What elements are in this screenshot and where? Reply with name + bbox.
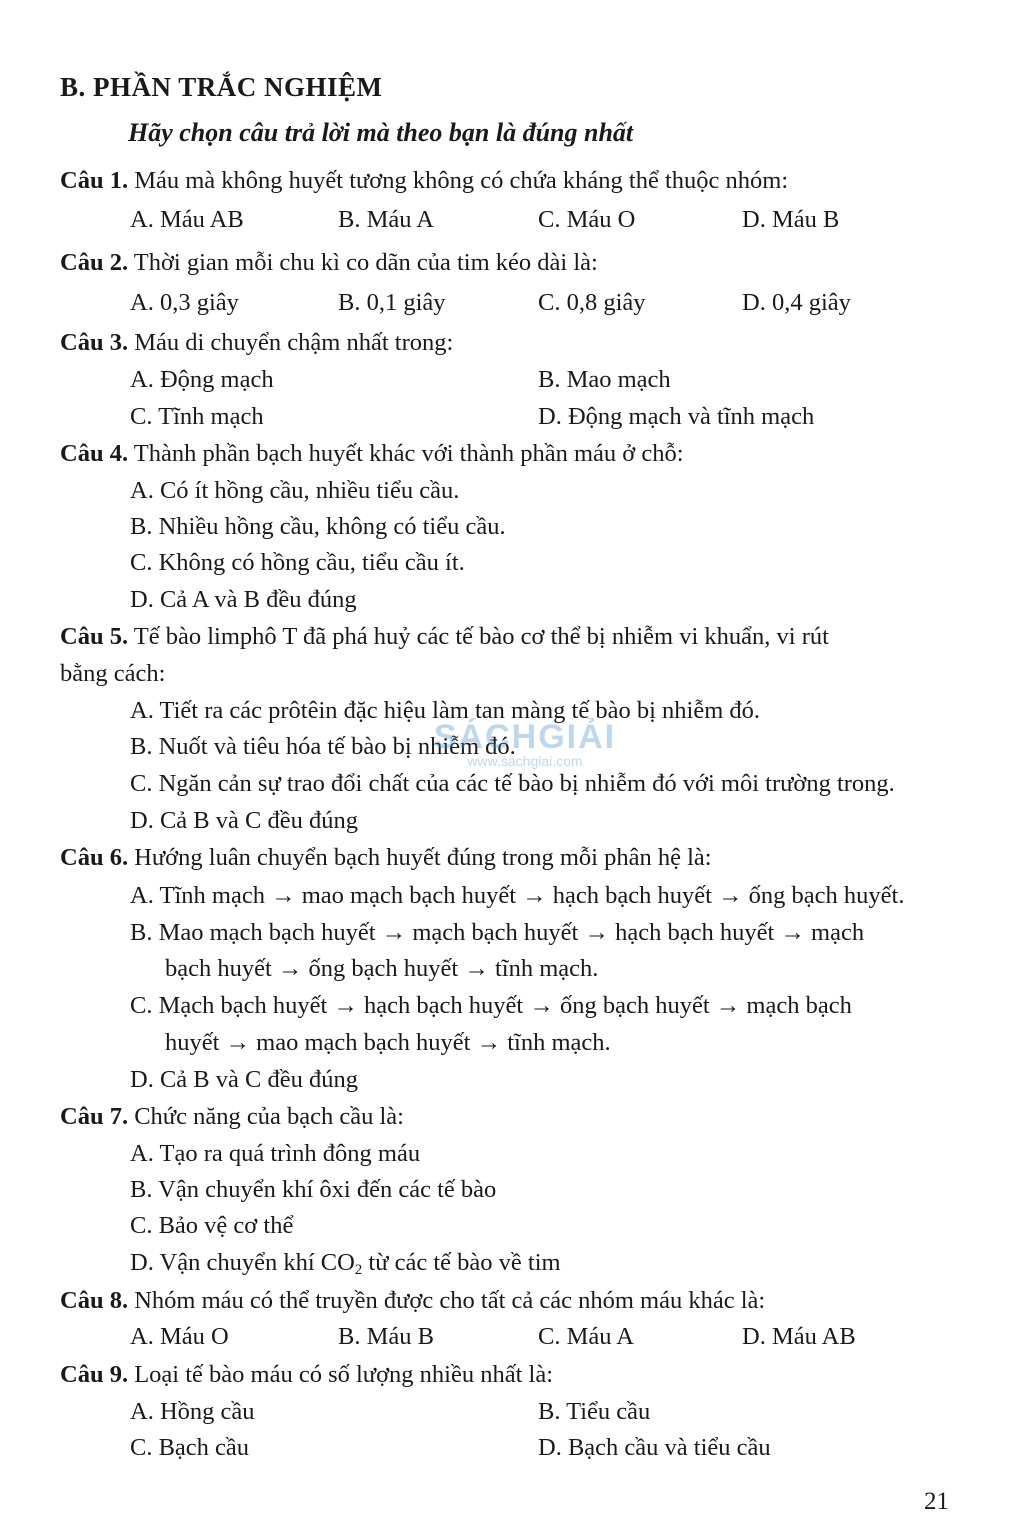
question-label: Câu 1.	[60, 167, 129, 194]
q7-option-d-text-end: từ các tế bào về tim	[362, 1249, 561, 1276]
question-text: Nhóm máu có thể truyền được cho tất cả các nhóm máu khác là:	[134, 1287, 766, 1314]
q7-option-b: B. Vận chuyển khí ôxi đến các tế bào	[130, 1176, 497, 1203]
q5-option-c: C. Ngăn cản sự trao đổi chất của các tế bào bị nhiễm đó với môi trường trong.	[130, 770, 895, 797]
q9-option-d: D. Bạch cầu và tiểu cầu	[538, 1434, 771, 1461]
q5-option-a: A. Tiết ra các prôtêin đặc hiệu làm tan màng tế bào bị nhiễm đó.	[130, 697, 761, 724]
q9-option-b: B. Tiểu cầu	[538, 1398, 651, 1425]
question-8	[60, 1286, 765, 1316]
q9-option-c: C. Bạch cầu	[130, 1434, 250, 1461]
watermark	[430, 718, 620, 814]
q4-option-a: A. Có ít hồng cầu, nhiều tiểu cầu.	[130, 477, 460, 504]
q4-option-c: C. Không có hồng cầu, tiểu cầu ít.	[130, 549, 465, 576]
q8-option-b: B. Máu B	[338, 1323, 434, 1350]
question-label: Câu 3.	[60, 329, 129, 356]
question-5	[60, 622, 829, 652]
q2-option-a: A. 0,3 giây	[130, 289, 239, 316]
q6-option-d: D. Cả B và C đều đúng	[130, 1066, 358, 1093]
question-4	[60, 439, 684, 469]
q1-option-b: B. Máu A	[338, 206, 434, 233]
question-2	[60, 248, 598, 278]
watermark-logo: SÁCHGIẢI	[433, 718, 617, 756]
question-text: Loại tế bào máu có số lượng nhiều nhất là:	[134, 1361, 554, 1388]
q6-option-a: A. Tĩnh mạch → mao mạch bạch huyết → hạch bạch huyết → ống bạch huyết.	[130, 882, 905, 909]
q2-option-b: B. 0,1 giây	[338, 289, 446, 316]
q3-option-a: A. Động mạch	[130, 366, 274, 393]
q6-option-b-continued: bạch huyết → ống bạch huyết → tĩnh mạch.	[165, 955, 599, 982]
question-text: Thành phần bạch huyết khác với thành phần máu ở chỗ:	[133, 440, 684, 467]
q8-option-a: A. Máu O	[130, 1323, 229, 1350]
subscript-2: 2	[354, 1262, 363, 1278]
q1-option-d: D. Máu B	[742, 206, 840, 233]
question-text: Máu di chuyển chậm nhất trong:	[134, 329, 454, 356]
question-3	[60, 328, 453, 358]
q4-option-d: D. Cả A và B đều đúng	[130, 586, 357, 613]
q6-option-c: C. Mạch bạch huyết → hạch bạch huyết → ống bạch huyết → mạch bạch	[130, 992, 852, 1019]
q7-option-d	[130, 1248, 561, 1278]
question-label: Câu 9.	[60, 1361, 129, 1388]
question-label: Câu 7.	[60, 1103, 129, 1130]
question-label: Câu 8.	[60, 1287, 129, 1314]
q2-option-c: C. 0,8 giây	[538, 289, 646, 316]
page-number: 21	[924, 1488, 949, 1515]
q7-option-c: C. Bảo vệ cơ thể	[130, 1212, 294, 1239]
instruction: Hãy chọn câu trả lời mà theo bạn là đúng nhất	[128, 118, 634, 147]
q7-option-a: A. Tạo ra quá trình đông máu	[130, 1140, 421, 1167]
question-9	[60, 1360, 553, 1390]
q6-option-c-continued: huyết → mao mạch bạch huyết → tĩnh mạch.	[165, 1029, 611, 1056]
section-title: B. PHẦN TRẮC NGHIỆM	[60, 72, 383, 102]
q5-option-b: B. Nuốt và tiêu hóa tế bào bị nhiễm đó.	[130, 733, 516, 760]
question-7	[60, 1102, 404, 1132]
question-label: Câu 5.	[60, 623, 129, 650]
q8-option-c: C. Máu A	[538, 1323, 634, 1350]
question-text: Hướng luân chuyển bạch huyết đúng trong mỗi phân hệ là:	[134, 844, 712, 871]
q3-option-b: B. Mao mạch	[538, 366, 671, 393]
q8-option-d: D. Máu AB	[742, 1323, 856, 1350]
question-label: Câu 4.	[60, 440, 129, 467]
q1-option-a: A. Máu AB	[130, 206, 244, 233]
q5-option-d: D. Cả B và C đều đúng	[130, 807, 358, 834]
question-6	[60, 843, 712, 873]
question-label: Câu 6.	[60, 844, 129, 871]
q9-option-a: A. Hồng cầu	[130, 1398, 255, 1425]
question-text: Thời gian mỗi chu kì co dãn của tim kéo dài là:	[133, 249, 598, 276]
question-5-continued: bằng cách:	[60, 660, 166, 687]
q3-option-c: C. Tĩnh mạch	[130, 403, 264, 430]
question-text: Tế bào limphô T đã phá huỷ các tế bào cơ thể bị nhiễm vi khuẩn, vi rút	[133, 623, 829, 650]
question-1	[60, 166, 788, 196]
q6-option-b: B. Mao mạch bạch huyết → mạch bạch huyết → hạch bạch huyết → mạch	[130, 919, 865, 946]
q3-option-d: D. Động mạch và tĩnh mạch	[538, 403, 815, 430]
watermark-url: www.sachgiai.com	[467, 753, 583, 769]
q7-option-d-text: D. Vận chuyển khí CO	[130, 1249, 355, 1276]
question-label: Câu 2.	[60, 249, 129, 276]
question-text: Máu mà không huyết tương không có chứa kháng thể thuộc nhóm:	[134, 167, 789, 194]
question-text: Chức năng của bạch cầu là:	[134, 1103, 404, 1130]
q1-option-c: C. Máu O	[538, 206, 636, 233]
q2-option-d: D. 0,4 giây	[742, 289, 851, 316]
q4-option-b: B. Nhiều hồng cầu, không có tiểu cầu.	[130, 513, 506, 540]
